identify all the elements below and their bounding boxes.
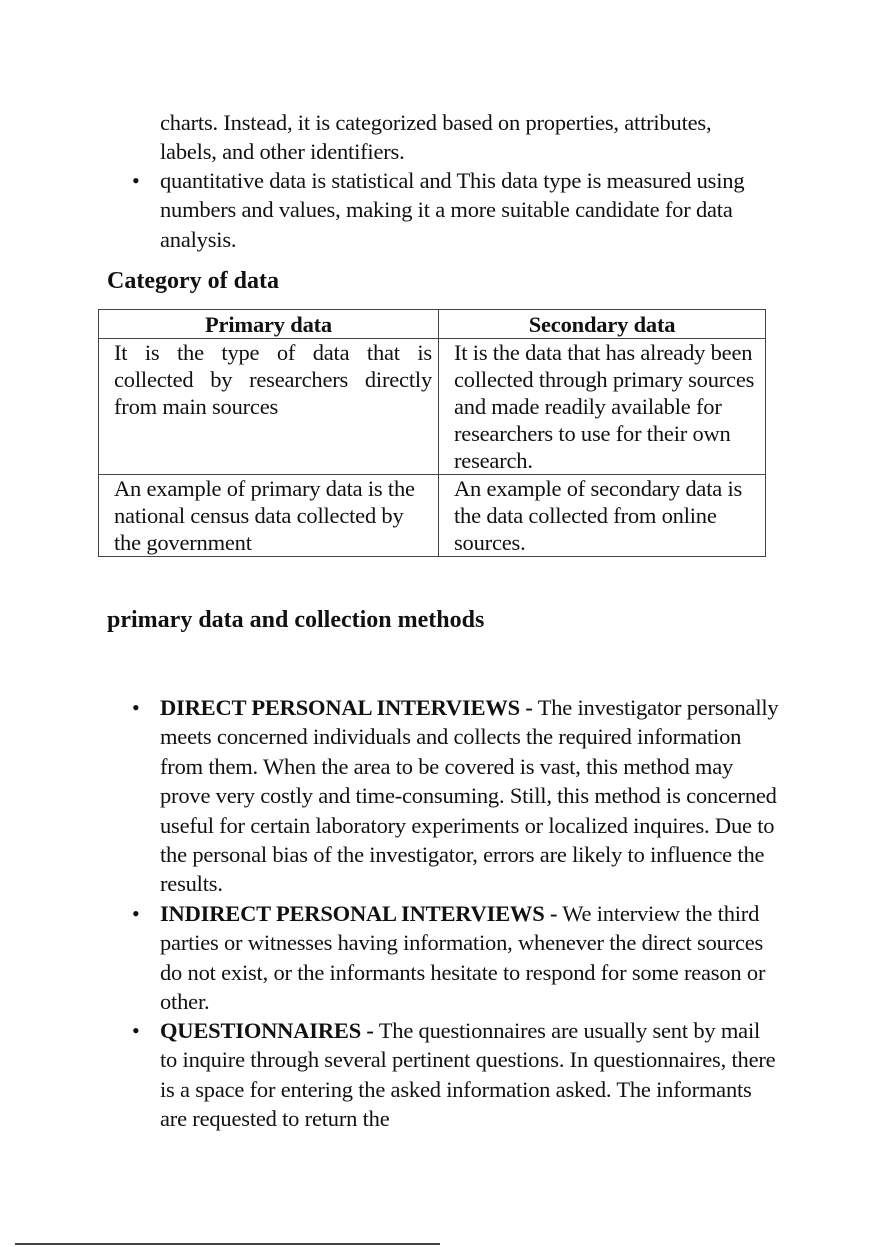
category-table: [98, 309, 766, 557]
method-item-questionnaires: [160, 1016, 780, 1134]
continuation-line-2: labels, and other identifiers.: [160, 139, 405, 165]
table-header-row: [99, 310, 766, 339]
cell-primary-definition: It is the type of data that is collected by researchers directly from main sources: [99, 339, 439, 475]
footnote-separator: [15, 1243, 440, 1245]
method-item-direct-interviews: [160, 693, 780, 899]
bullet-icon: •: [132, 168, 140, 193]
table-row: [99, 475, 766, 557]
method-item-indirect-interviews: [160, 899, 780, 1017]
bullet-icon: •: [132, 695, 140, 720]
category-heading: Category of data: [107, 268, 279, 294]
quantitative-bullet-text: quantitative data is statistical and This data type is measured using numbers and values, making it a more suitable candidate for data analysis.: [160, 168, 745, 252]
method-title: INDIRECT PERSONAL INTERVIEWS -: [160, 901, 558, 926]
header-secondary-data: Secondary data: [439, 310, 766, 339]
cell-secondary-definition: It is the data that has already been collected through primary sources and made readily available for researchers to use for their own research.: [439, 339, 766, 475]
cell-secondary-example: An example of secondary data is the data collected from online sources.: [439, 475, 766, 557]
table-row: [99, 339, 766, 475]
continuation-line-1: charts. Instead, it is categorized based on properties, attributes,: [160, 110, 712, 135]
method-title: QUESTIONNAIRES -: [160, 1018, 374, 1043]
method-description: We interview the third parties or witnesses having information, whenever the direct sources do not exist, or the informants hesitate to respond for some reason or other.: [160, 901, 766, 1015]
bullet-icon: •: [132, 1018, 140, 1043]
method-description: The investigator personally meets concerned individuals and collects the required information from them. When the area to be covered is vast, this method may prove very costly and time-consuming. Still, this method is concerned useful for certain laboratory experiments or localized inquires. Due to the personal bias of the investigator, errors are likely to influence the results.: [160, 695, 779, 897]
method-description: The questionnaires are usually sent by mail to inquire through several pertinent questions. In questionnaires, there is a space for entering the asked information asked. The informants are requested to return the: [160, 1018, 776, 1132]
continuation-paragraph: [160, 108, 780, 167]
header-primary-data: Primary data: [99, 310, 439, 339]
cell-primary-example: An example of primary data is the national census data collected by the government: [99, 475, 439, 557]
bullet-icon: •: [132, 901, 140, 926]
methods-heading: primary data and collection methods: [107, 607, 485, 633]
method-title: DIRECT PERSONAL INTERVIEWS -: [160, 695, 533, 720]
